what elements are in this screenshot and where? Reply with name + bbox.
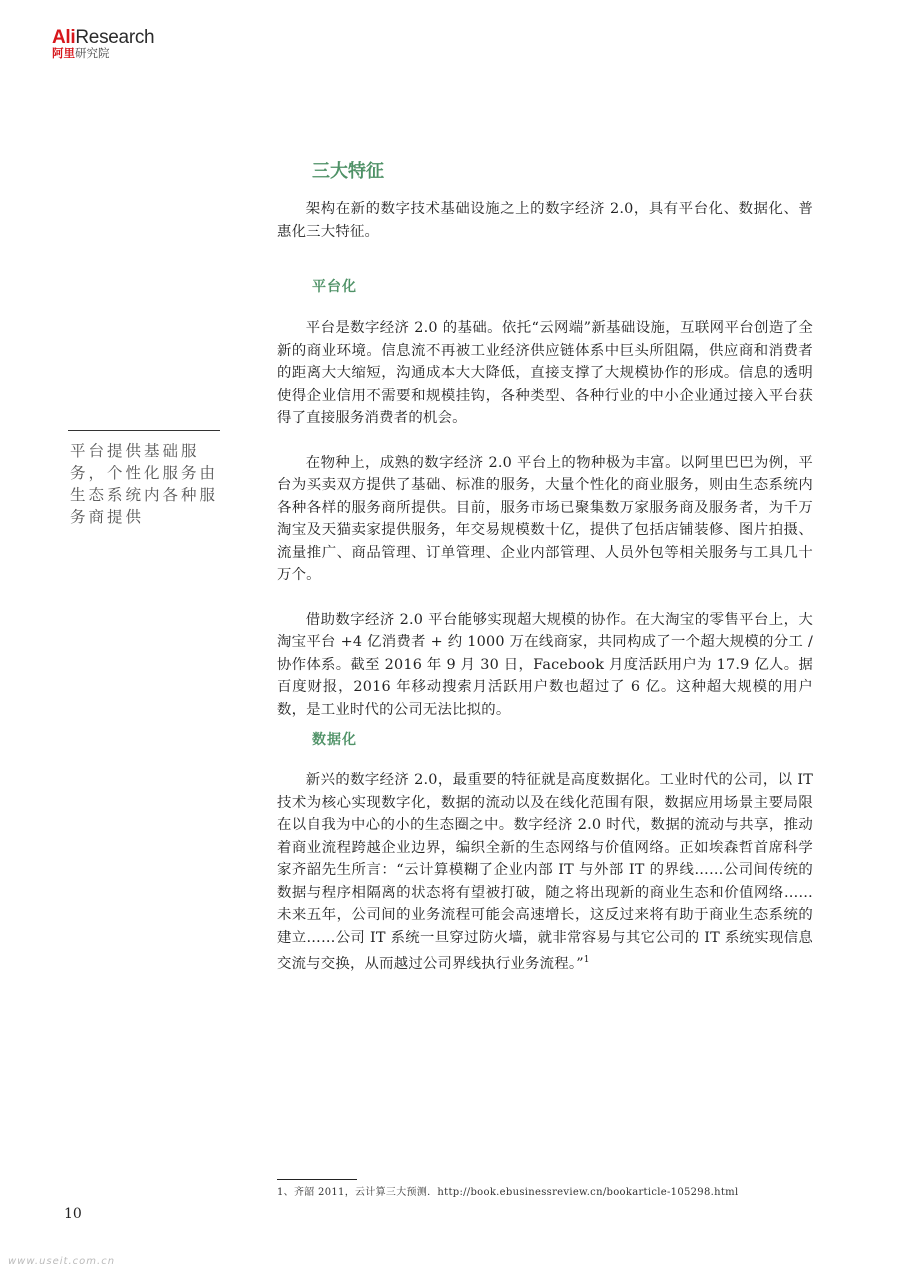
aliresearch-logo [52,28,154,60]
platform-paragraph-3: 借助数字经济 2.0 平台能够实现超大规模的协作。在大淘宝的零售平台上，大淘宝平台 +4 亿消费者 + 约 1000 万在线商家，共同构成了一个超大规模的分工 / 协作体系。截至 2016 年 9 月 30 日，Facebook 月度活跃用户为 17.9 亿人。据百度财报，2016 年移动搜索月活跃用户数也超过了 6 亿。这种超大规模的用户数，是工业时代的公司无法比拟的。 [277,611,813,718]
watermark: www.useit.com.cn [8,1256,116,1267]
platform-paragraph-2: 在物种上，成熟的数字经济 2.0 平台上的物种极为丰富。以阿里巴巴为例，平台为买卖双方提供了基础、标准的服务，大量个性化的商业服务，则由生态系统内各种各样的服务商所提供。目前，服务市场已聚集数万家服务商及服务者，为千万淘宝及天猫卖家提供服务，年交易规模数十亿，提供了包括店铺装修、图片拍摄、流量推广、商品管理、订单管理、企业内部管理、人员外包等相关服务与工具几十万个。 [277,454,813,583]
sidebar-pull-quote: 平台提供基础服务，个性化服务由生态系统内各种服务商提供 [70,442,219,526]
footnote: 1、齐韶 2011，云计算三大预测．http://book.ebusinessreview.cn/bookarticle-105298.html [277,1187,739,1198]
platform-block [277,317,813,721]
platform-paragraph-1: 平台是数字经济 2.0 的基础。依托“云网端”新基础设施，互联网平台创造了全新的商业环境。信息流不再被工业经济供应链体系中巨头所阻隔，供应商和消费者的距离大大缩短，沟通成本大大降低，直接支撑了大规模协作的形成。信息的透明使得企业信用不需要和规模挂钩，各种类型、各种行业的中小企业通过接入平台获得了直接服务消费者的机会。 [277,320,813,426]
intro-paragraph: 架构在新的数字技术基础设施之上的数字经济 2.0，具有平台化、数据化、普惠化三大特征。 [277,201,813,240]
subsection-title-platform: 平台化 [312,279,357,295]
section-title: 三大特征 [312,161,384,182]
page-number: 10 [64,1206,82,1222]
logo-subtitle: 阿里研究院 [52,46,110,60]
logo-wordmark: AliResearch [52,27,155,48]
intro-block [277,198,813,243]
subsection-title-data: 数据化 [312,732,357,748]
footnote-marker: 1 [583,955,590,965]
sidebar-divider [68,430,220,431]
footnote-divider [277,1179,357,1180]
data-block [277,769,813,975]
data-paragraph-1: 新兴的数字经济 2.0，最重要的特征就是高度数据化。工业时代的公司，以 IT 技术为核心实现数字化，数据的流动以及在线化范围有限，数据应用场景主要局限在以自我为中心的小的生态圈之中。数字经济 2.0 时代，数据的流动与共享，推动着商业流程跨越企业边界，编织全新的生态网络与价值网络。正如埃森哲首席科学家齐韶先生所言：“云计算模糊了企业内部 IT 与外部 IT 的界线……公司间传统的数据与程序相隔离的状态将有望被打破，随之将出现新的商业生态和价值网络……未来五年，公司间的业务流程可能会高速增长，这反过来将有助于商业生态系统的建立……公司 IT 系统一旦穿过防火墙，就非常容易与其它公司的 IT 系统实现信息交流与交换，从而越过公司界线执行业务流程。”$^1$ [277,772,813,972]
